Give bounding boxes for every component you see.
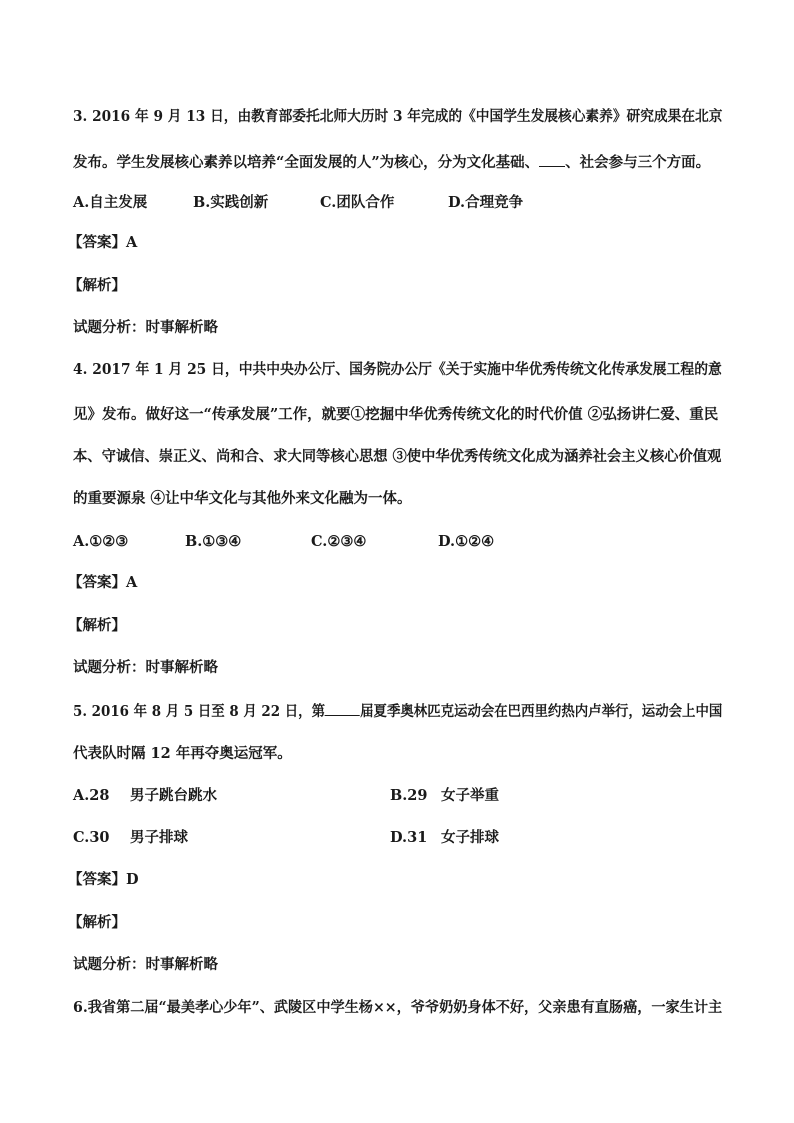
q5-stem-line-1-start: 5. 2016 年 8 月 5 日至 8 月 22 日，第 — [73, 703, 325, 720]
q3-stem-line-2-start: 发布。学生发展核心素养以培养“全面发展的人”为核心，分为文化基础、 — [73, 154, 540, 171]
q5-analysis-label: 【解析】 — [68, 914, 126, 931]
q4-stem-line-2: 见》发布。做好这一“传承发展”工作，就要①挖掘中华优秀传统文化的时代价值 ②弘扬讲仁爱、重民 — [73, 406, 719, 423]
q5-option-a-letter: A.28 — [73, 787, 110, 804]
q3-analysis-label: 【解析】 — [68, 277, 126, 294]
q4-answer: 【答案】A — [68, 574, 138, 591]
q5-option-a-text: 男子跳台跳水 — [130, 787, 217, 804]
q3-option-b: B.实践创新 — [193, 194, 269, 211]
q5-analysis: 试题分析：时事解析略 — [73, 956, 218, 973]
q4-analysis-label: 【解析】 — [68, 617, 126, 634]
q5-stem-line-1-end: 届夏季奥林匹克运动会在巴西里约热内卢举行，运动会上中国 — [360, 703, 723, 720]
q5-option-d-text: 女子排球 — [441, 829, 499, 846]
fill-blank — [325, 701, 360, 716]
q3-option-d: D.合理竞争 — [448, 194, 524, 211]
q3-analysis: 试题分析：时事解析略 — [73, 319, 218, 336]
q5-stem-line-1 — [73, 701, 722, 722]
q3-stem-line-1: 3. 2016 年 9 月 13 日，由教育部委托北师大历时 3 年完成的《中国学生发展核心素养》研究成果在北京 — [73, 108, 723, 125]
q3-stem-line-2-end: 、社会参与三个方面。 — [565, 154, 711, 171]
q6-stem-line-1: 6.我省第二届“最美孝心少年”、武陵区中学生杨××，爷爷奶奶身体不好，父亲患有直肠癌，一家生计主 — [73, 999, 723, 1016]
q4-option-a: A.①②③ — [73, 533, 129, 550]
q3-stem-line-2 — [73, 152, 710, 173]
q5-answer: 【答案】D — [68, 871, 139, 888]
q3-answer: 【答案】A — [68, 234, 138, 251]
q5-option-c-letter: C.30 — [73, 829, 110, 846]
q5-option-b-text: 女子举重 — [441, 787, 499, 804]
q4-option-c: C.②③④ — [311, 533, 367, 550]
q4-option-b: B.①③④ — [185, 533, 242, 550]
q4-stem-line-3: 本、守诚信、崇正义、尚和合、求大同等核心思想 ③使中华优秀传统文化成为涵养社会主义核心价值观 — [73, 448, 722, 465]
q5-option-c-text: 男子排球 — [130, 829, 188, 846]
q3-option-a: A.自主发展 — [73, 194, 148, 211]
q3-option-c: C.团队合作 — [320, 194, 395, 211]
q4-stem-line-1: 4. 2017 年 1 月 25 日，中共中央办公厅、国务院办公厅《关于实施中华优秀传统文化传承发展工程的意 — [73, 361, 722, 378]
q4-analysis: 试题分析：时事解析略 — [73, 659, 218, 676]
fill-blank — [539, 152, 565, 167]
q5-option-d-letter: D.31 — [390, 829, 428, 846]
q4-stem-line-4: 的重要源泉 ④让中华文化与其他外来文化融为一体。 — [73, 490, 412, 507]
q4-option-d: D.①②④ — [438, 533, 495, 550]
q5-option-b-letter: B.29 — [390, 787, 428, 804]
q5-stem-line-2: 代表队时隔 12 年再夺奥运冠军。 — [73, 745, 292, 762]
